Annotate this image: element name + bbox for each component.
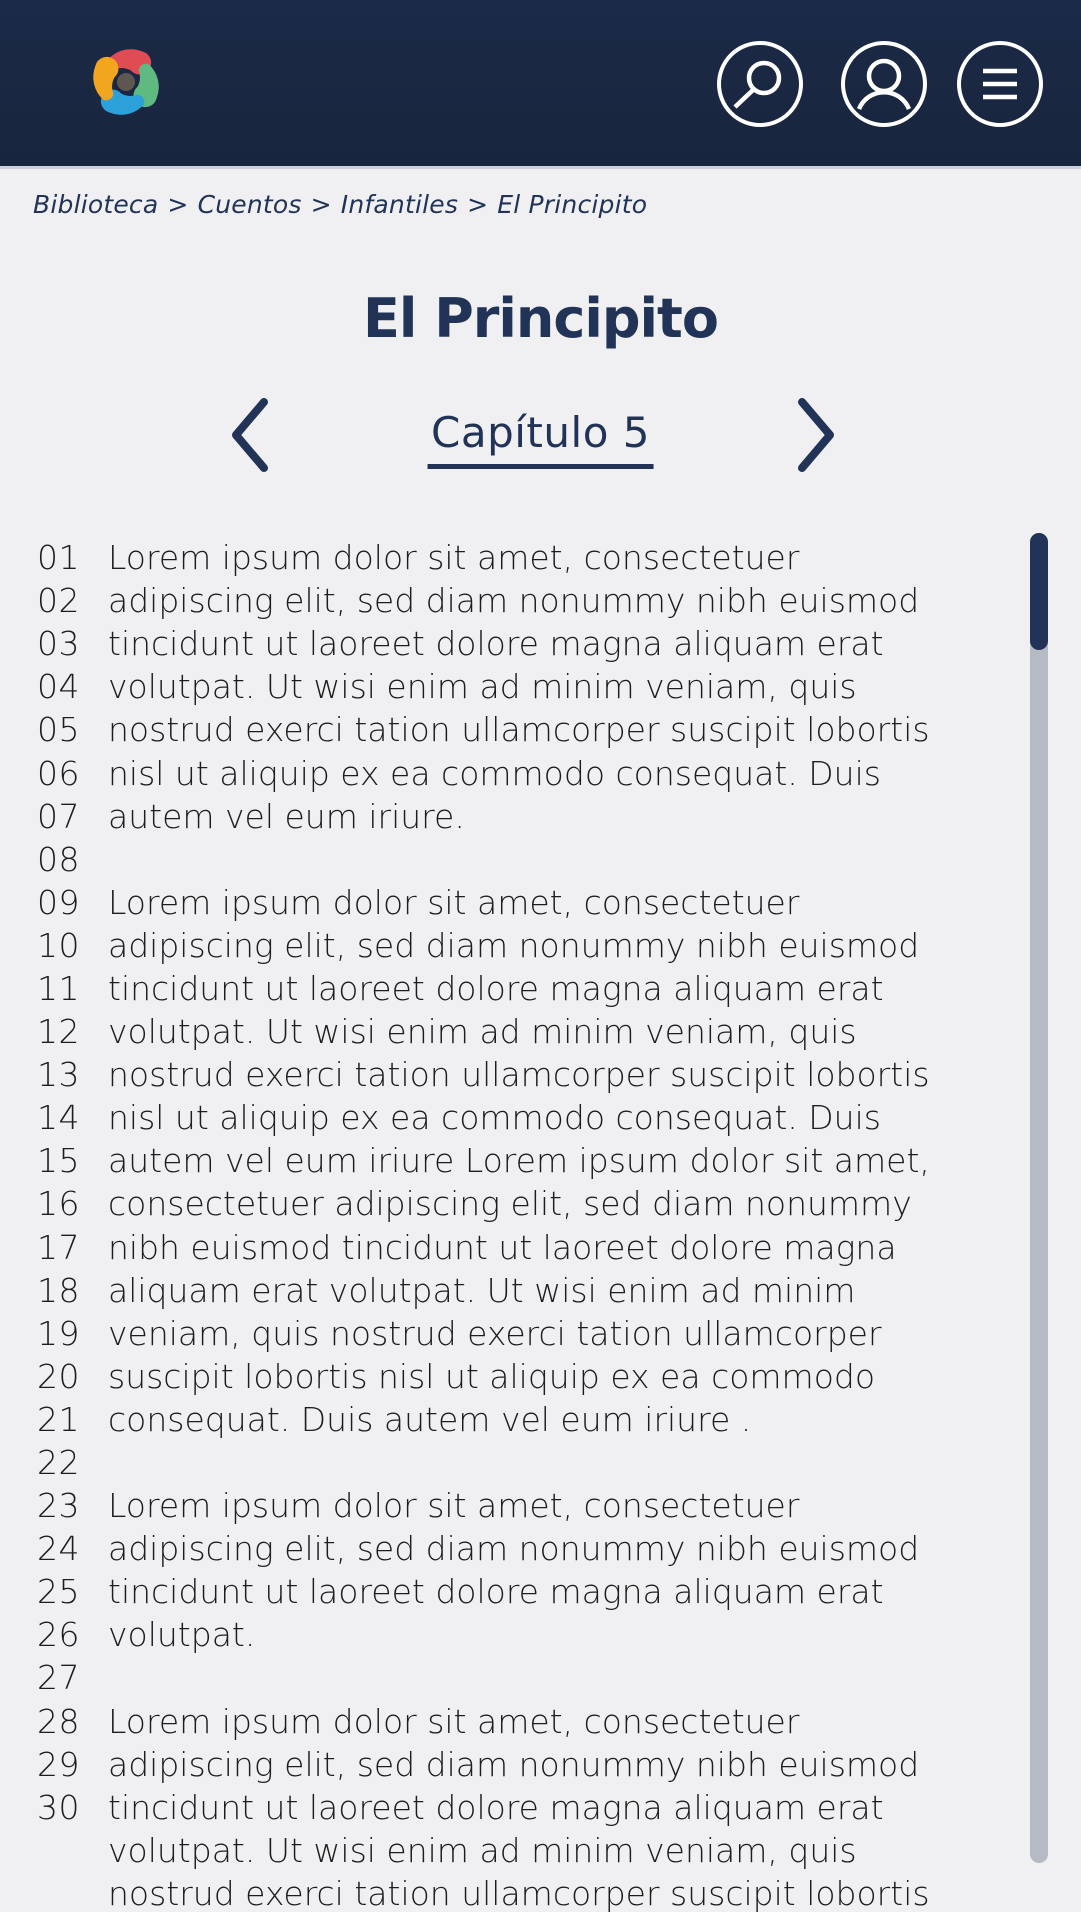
text-line [0,1312,1030,1355]
search-icon [716,40,804,128]
line-text: adipiscing elit, sed diam nonummy nibh euismod [108,925,920,965]
line-number: 08 [37,839,80,879]
previous-chapter-button[interactable] [222,396,278,474]
line-text: tincidunt ut laoreet dolore magna aliquam erat [108,1572,884,1612]
text-line [0,1786,1030,1829]
line-number: 07 [37,796,80,836]
line-text: volutpat. Ut wisi enim ad minim veniam, quis [108,1830,857,1870]
text-line [0,1053,1030,1096]
profile-button[interactable] [840,40,928,128]
text-line [0,1010,1030,1053]
line-text: tincidunt ut laoreet dolore magna aliquam erat [108,624,884,664]
line-text: volutpat. Ut wisi enim ad minim veniam, quis [108,667,857,707]
text-line [0,838,1030,881]
text-line [0,1743,1030,1786]
line-number: 25 [37,1572,80,1612]
app-header [0,0,1081,169]
line-text: consectetuer adipiscing elit, sed diam nonummy [108,1184,912,1224]
search-button[interactable] [716,40,804,128]
line-number: 04 [37,667,80,707]
line-text: Lorem ipsum dolor sit amet, consectetuer [108,882,800,922]
line-number: 03 [37,624,80,664]
breadcrumb-item[interactable]: Biblioteca [33,190,159,219]
menu-button[interactable] [956,40,1044,128]
line-text: Lorem ipsum dolor sit amet, consectetuer [108,1486,800,1526]
line-text: adipiscing elit, sed diam nonummy nibh euismod [108,1529,920,1569]
line-number: 12 [37,1012,80,1052]
text-line [0,1226,1030,1269]
line-text: tincidunt ut laoreet dolore magna aliquam erat [108,968,884,1008]
text-line [0,579,1030,622]
text-line [0,1613,1030,1656]
breadcrumb-separator: > [467,190,489,219]
text-line [0,881,1030,924]
chevron-right-icon [795,462,837,477]
line-text: volutpat. [108,1615,256,1655]
scrollbar-track[interactable] [1030,533,1048,1863]
line-text: nostrud exerci tation ullamcorper suscipit lobortis [108,1055,930,1095]
line-number: 09 [37,882,80,922]
line-text: nostrud exerci tation ullamcorper suscipit lobortis [108,1873,930,1913]
user-icon [840,40,928,128]
text-line [0,1355,1030,1398]
text-line [0,1182,1030,1225]
text-line [0,1096,1030,1139]
line-number: 14 [37,1098,80,1138]
line-number: 01 [37,538,80,578]
line-text: aliquam erat volutpat. Ut wisi enim ad minim [108,1270,856,1310]
breadcrumb [33,190,1043,219]
text-line [0,967,1030,1010]
line-text: nisl ut aliquip ex ea commodo consequat. Duis [108,1098,881,1138]
line-number: 20 [37,1356,80,1396]
text-line [0,1398,1030,1441]
line-text: nibh euismod tincidunt ut laoreet dolore magna [108,1227,897,1267]
line-number: 26 [37,1615,80,1655]
text-line [0,1872,1030,1915]
line-number: 21 [37,1399,80,1439]
text-line [0,1656,1030,1699]
text-line [0,1527,1030,1570]
line-number: 13 [37,1055,80,1095]
reader-text-area [0,536,1030,1915]
line-number: 15 [37,1141,80,1181]
breadcrumb-item[interactable]: Infantiles [340,190,459,219]
text-line [0,795,1030,838]
line-number: 06 [37,753,80,793]
line-text: nostrud exerci tation ullamcorper suscipit lobortis [108,710,930,750]
line-text: adipiscing elit, sed diam nonummy nibh euismod [108,581,920,621]
line-text: nisl ut aliquip ex ea commodo consequat. Duis [108,753,881,793]
text-line [0,924,1030,967]
text-line [0,1700,1030,1743]
line-number: 19 [37,1313,80,1353]
breadcrumb-separator: > [167,190,189,219]
page-title: El Principito [363,287,718,350]
text-line [0,1269,1030,1312]
line-number: 18 [37,1270,80,1310]
line-number: 27 [37,1658,80,1698]
line-text: autem vel eum iriure Lorem ipsum dolor sit amet, [108,1141,930,1181]
line-text: tincidunt ut laoreet dolore magna aliquam erat [108,1787,884,1827]
menu-icon [956,40,1044,128]
text-line [0,536,1030,579]
text-line [0,1484,1030,1527]
text-line [0,1139,1030,1182]
line-number: 24 [37,1529,80,1569]
breadcrumb-item[interactable]: Cuentos [197,190,302,219]
text-line [0,1441,1030,1484]
line-number: 22 [37,1443,80,1483]
text-line [0,1570,1030,1613]
line-text: volutpat. Ut wisi enim ad minim veniam, quis [108,1012,857,1052]
breadcrumb-separator: > [310,190,332,219]
line-number: 17 [37,1227,80,1267]
app-logo[interactable] [81,37,171,127]
line-number: 28 [37,1701,80,1741]
breadcrumb-item[interactable]: El Principito [497,190,648,219]
line-text: Lorem ipsum dolor sit amet, consectetuer [108,1701,800,1741]
line-number: 10 [37,925,80,965]
line-text: adipiscing elit, sed diam nonummy nibh euismod [108,1744,920,1784]
line-text: veniam, quis nostrud exerci tation ullamcorper [108,1313,882,1353]
text-line [0,751,1030,794]
text-line [0,622,1030,665]
pinwheel-logo-icon [81,115,171,130]
line-number: 23 [37,1486,80,1526]
text-line [0,665,1030,708]
line-number: 29 [37,1744,80,1784]
scrollbar-thumb[interactable] [1030,533,1048,650]
chapter-link[interactable]: Capítulo 5 [427,408,654,469]
line-text: autem vel eum iriure. [108,796,465,836]
line-text: Lorem ipsum dolor sit amet, consectetuer [108,538,800,578]
text-line [0,1829,1030,1872]
line-number: 30 [37,1787,80,1827]
line-number: 11 [37,968,80,1008]
line-text: suscipit lobortis nisl ut aliquip ex ea commodo [108,1356,876,1396]
line-number: 05 [37,710,80,750]
line-number: 02 [37,581,80,621]
chevron-left-icon [229,462,271,477]
line-number: 16 [37,1184,80,1224]
text-line [0,708,1030,751]
next-chapter-button[interactable] [788,396,844,474]
line-text: consequat. Duis autem vel eum iriure . [108,1399,752,1439]
